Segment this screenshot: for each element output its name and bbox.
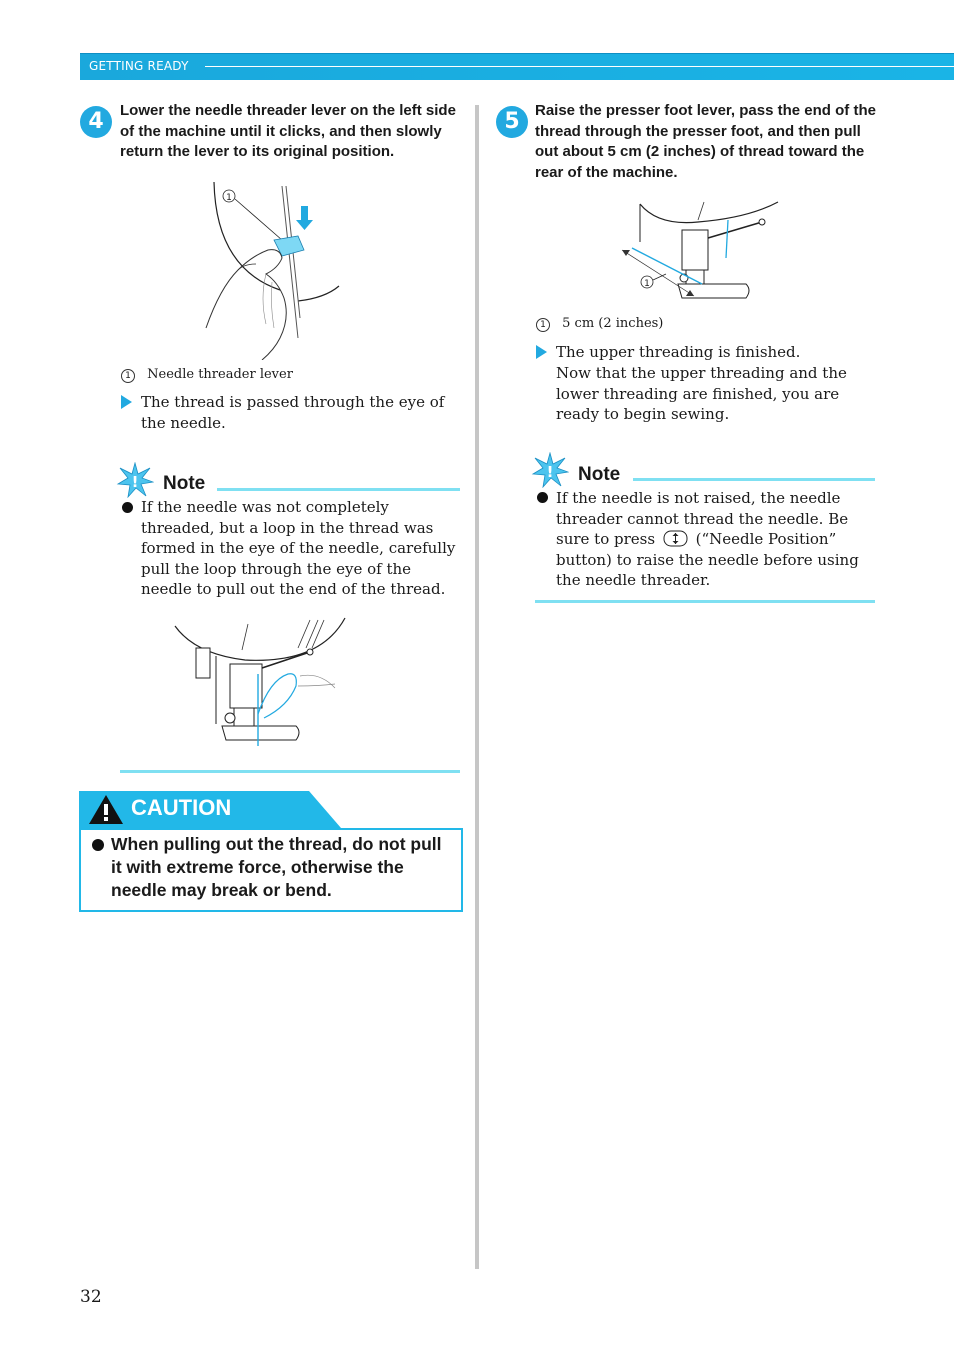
- step-5-result-line-2: Now that the upper threading and the lower threading are finished, you are ready to begin sewing.: [556, 364, 847, 423]
- caption-label: Needle threader lever: [147, 367, 293, 382]
- result-arrow-icon: [536, 345, 547, 359]
- header-rule: [205, 66, 954, 67]
- caution-bullet-icon: [92, 839, 104, 851]
- bullet-icon: [537, 492, 548, 503]
- note-1-text: If the needle was not completely threaded, but a loop in the thread was formed in the eye of the needle, carefully pull the loop through the eye of the needle to pull out the end of the thread.: [141, 498, 456, 598]
- note-sparkle-icon: [531, 452, 569, 488]
- warning-triangle-icon: [88, 794, 124, 825]
- note-1-title: Note: [163, 473, 206, 494]
- presser-foot-thread-illustration: [618, 198, 780, 308]
- svg-text:!: !: [546, 463, 554, 481]
- note-1-top-rule: [217, 488, 460, 491]
- note-2-bottom-rule: [535, 600, 875, 603]
- step-5-caption: [536, 316, 663, 332]
- note-2-top-rule: [633, 478, 875, 481]
- section-title: GETTING READY: [89, 59, 189, 73]
- step-5-result-line-1: The upper threading is finished.: [556, 343, 801, 361]
- page-number: 32: [80, 1287, 102, 1307]
- note-sparkle-icon: [116, 462, 154, 498]
- caution-title: CAUTION: [131, 795, 232, 820]
- note-2-title: Note: [578, 464, 621, 485]
- step-4-badge: 4: [80, 106, 112, 138]
- needle-loop-illustration: [170, 614, 365, 750]
- note-1-bottom-rule: [120, 770, 460, 773]
- needle-position-button-icon: [663, 530, 688, 547]
- svg-text:1: 1: [644, 279, 650, 289]
- column-divider: [475, 105, 479, 1269]
- note-2-text-before-icon: If the needle is not raised, the needle threader cannot thread the needle. Be sure to press: [556, 489, 849, 548]
- step-5-badge: 5: [496, 106, 528, 138]
- note-2-text-after-icon: (“Needle Position” button) to raise the needle before using the needle threader.: [556, 530, 859, 589]
- svg-text:!: !: [131, 473, 139, 491]
- caution-text: When pulling out the thread, do not pull it with extreme force, otherwise the needle may break or bend.: [111, 834, 442, 900]
- callout-number: 1: [121, 369, 135, 383]
- callout-number: 1: [536, 318, 550, 332]
- result-arrow-icon: [121, 395, 132, 409]
- step-4-result: The thread is passed through the eye of the needle.: [141, 393, 445, 432]
- needle-threader-illustration: [200, 178, 345, 360]
- step-4-instruction: Lower the needle threader lever on the left side of the machine until it clicks, and then slowly return the lever to its original position.: [120, 102, 456, 160]
- step-5-instruction: Raise the presser foot lever, pass the end of the thread through the presser foot, and then pull out about 5 cm (2 inches) of thread toward the rear of the machine.: [535, 102, 876, 181]
- caption-label: 5 cm (2 inches): [562, 316, 664, 331]
- svg-text:1: 1: [226, 193, 232, 203]
- note-2-text: [556, 488, 874, 591]
- step-4-caption: [121, 367, 293, 383]
- bullet-icon: [122, 502, 133, 513]
